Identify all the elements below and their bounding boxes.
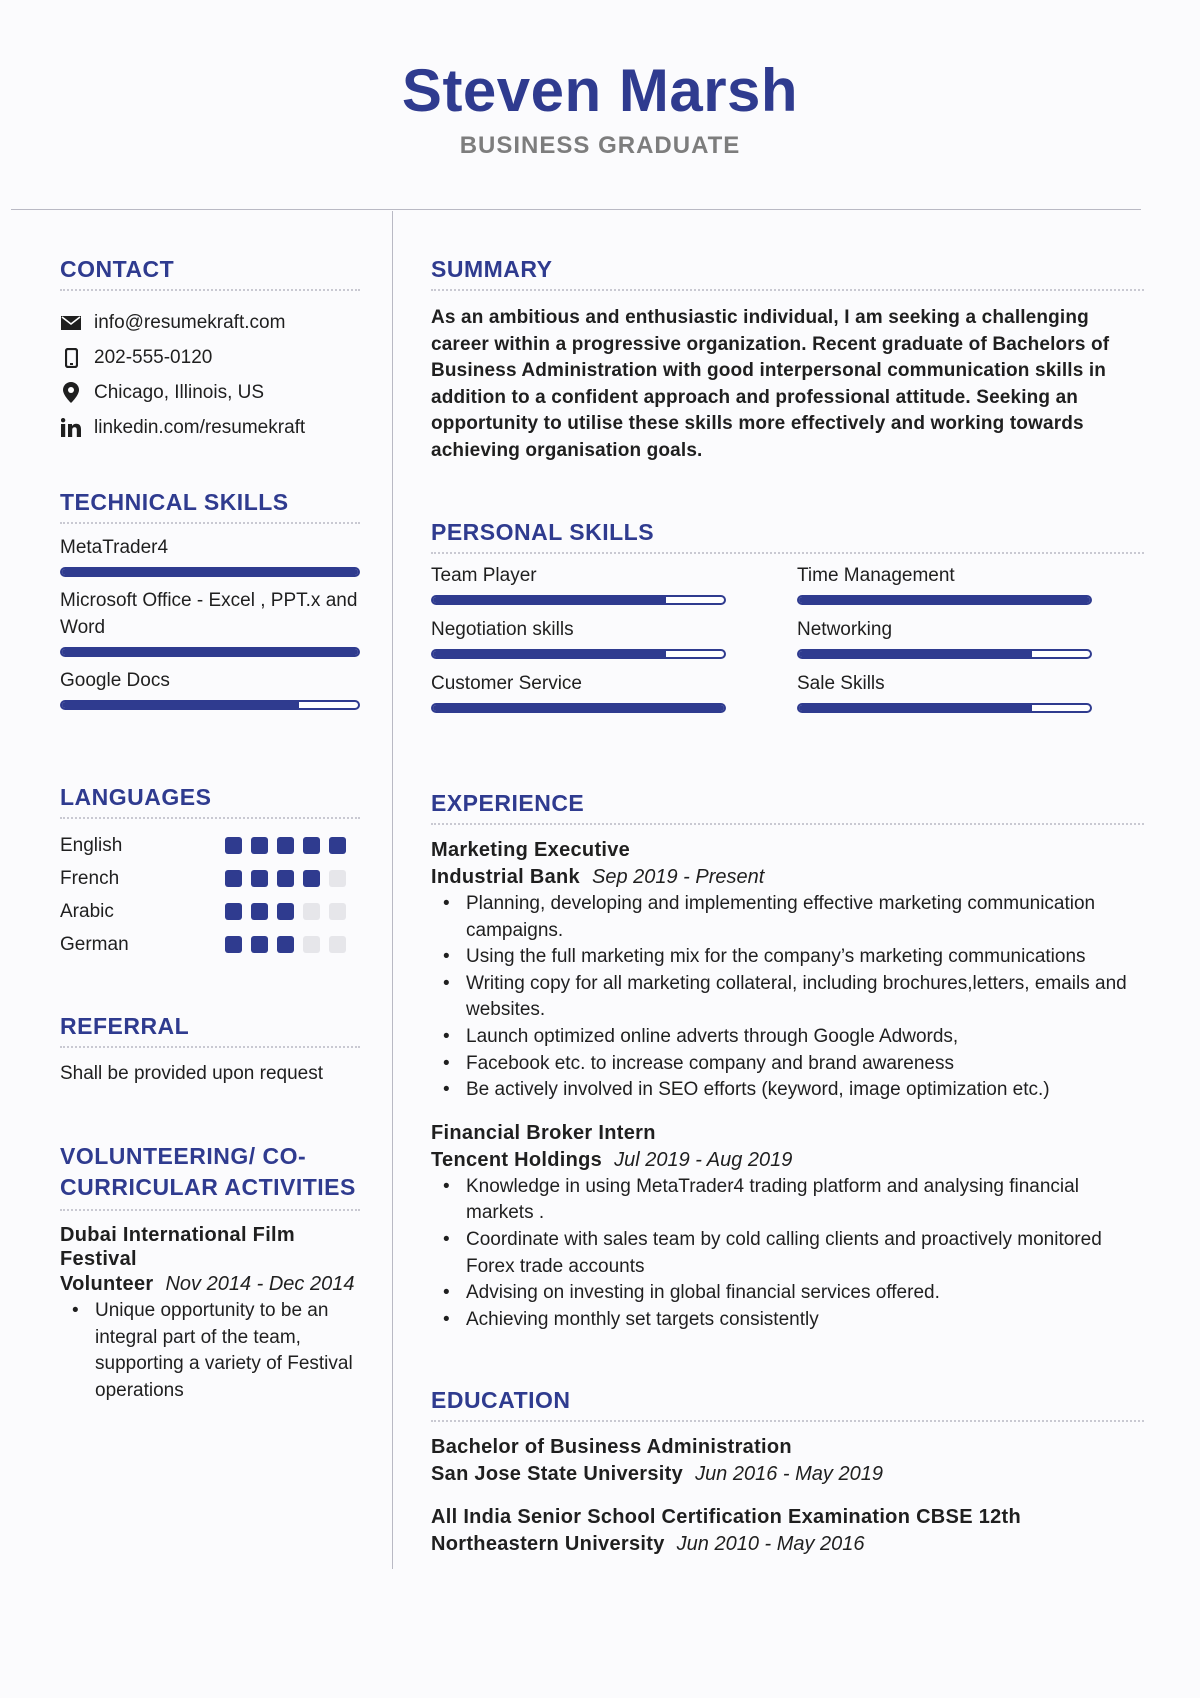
contact-linkedin[interactable] <box>60 410 360 445</box>
referral-section <box>60 1012 360 1087</box>
language-name: German <box>60 933 129 955</box>
skill-name: Team Player <box>431 565 537 586</box>
language-name: French <box>60 867 120 889</box>
language-level-dots <box>225 870 346 887</box>
section-title-summary: SUMMARY <box>431 255 1144 291</box>
contact-text: Chicago, Illinois, US <box>94 381 265 403</box>
skill-item <box>797 670 1092 713</box>
referral-text: Shall be provided upon request <box>60 1063 324 1084</box>
skill-bar <box>797 649 1092 659</box>
section-title-line: VOLUNTEERING/ CO- <box>60 1143 307 1169</box>
skill-bar-fill <box>62 702 299 708</box>
email-icon <box>60 312 82 334</box>
level-dot-filled <box>277 837 294 854</box>
bullet-item: • Planning, developing and implementing effective marketing communication campaigns. <box>431 891 1144 944</box>
language-row <box>60 928 360 961</box>
section-title-languages: LANGUAGES <box>60 783 360 819</box>
education-entry <box>431 1434 1144 1488</box>
job-org: Tencent Holdings <box>431 1148 603 1171</box>
job-entry <box>431 837 1144 1104</box>
column-divider <box>392 211 393 1569</box>
skill-bar-fill <box>799 597 1090 603</box>
skill-bar-fill <box>62 569 358 575</box>
level-dot-filled <box>225 870 242 887</box>
bullet-item: • Launch optimized online adverts through Google Adwords, <box>431 1024 1144 1051</box>
job-meta <box>431 1147 1144 1174</box>
skill-item <box>431 616 726 659</box>
bullet-item: • Achieving monthly set targets consistently <box>431 1307 1144 1334</box>
volunteer-role: Volunteer <box>60 1273 154 1295</box>
skill-item <box>60 587 360 657</box>
level-dot-filled <box>225 837 242 854</box>
contact-phone[interactable] <box>60 340 360 375</box>
contact-text: 202-555-0120 <box>94 346 213 368</box>
level-dot-filled <box>251 903 268 920</box>
languages-section <box>60 783 360 961</box>
job-dates: Sep 2019 - Present <box>591 866 765 888</box>
level-dot-filled <box>277 870 294 887</box>
contact-email[interactable] <box>60 305 360 340</box>
skill-bar <box>431 703 726 713</box>
job-entry <box>431 1120 1144 1334</box>
technical-skills-section <box>60 488 360 710</box>
degree: All India Senior School Certification Examination CBSE 12th <box>431 1506 1022 1528</box>
school: Northeastern University <box>431 1533 665 1555</box>
phone-icon <box>60 347 82 369</box>
contact-location <box>60 375 360 410</box>
section-title-education: EDUCATION <box>431 1386 1144 1422</box>
candidate-name: Steven Marsh <box>401 57 799 124</box>
education-dates: Jun 2016 - May 2019 <box>695 1463 883 1485</box>
language-row <box>60 895 360 928</box>
bullet-item: • Coordinate with sales team by cold calling clients and proactively monitored Forex trade accounts <box>431 1227 1144 1280</box>
skill-item <box>60 667 360 710</box>
skill-item <box>60 534 360 577</box>
skill-item <box>797 562 1092 605</box>
job-org: Industrial Bank <box>431 866 580 888</box>
skill-item <box>431 562 726 605</box>
skill-name: Networking <box>797 619 893 640</box>
skill-item <box>431 670 726 713</box>
contact-text: linkedin.com/resumekraft <box>94 416 306 438</box>
bullet-item: • Writing copy for all marketing collateral, including brochures,letters, emails and websites. <box>431 971 1144 1024</box>
skill-bar <box>60 567 360 577</box>
language-level-dots <box>225 936 346 953</box>
level-dot-filled <box>329 837 346 854</box>
skill-name: Time Management <box>797 565 955 586</box>
language-row <box>60 862 360 895</box>
section-title-experience: EXPERIENCE <box>431 789 1144 825</box>
level-dot-filled <box>303 870 320 887</box>
language-level-dots <box>225 903 346 920</box>
level-dot-filled <box>251 936 268 953</box>
school: San Jose State University <box>431 1463 684 1485</box>
bullet-item: • Unique opportunity to be an integral part of the team, supporting a variety of Festival operations <box>60 1298 360 1404</box>
level-dot-empty <box>303 936 320 953</box>
skill-bar-fill <box>62 649 358 655</box>
language-name: English <box>60 834 123 856</box>
resume-header <box>0 0 1200 161</box>
bullet-item: • Using the full marketing mix for the company’s marketing communications <box>431 944 1144 971</box>
job-title: Financial Broker Intern <box>431 1121 656 1144</box>
level-dot-filled <box>225 936 242 953</box>
summary-section <box>431 255 1144 464</box>
level-dot-filled <box>225 903 242 920</box>
level-dot-filled <box>277 936 294 953</box>
education-meta <box>431 1531 1144 1558</box>
personal-skills-section <box>431 518 1144 732</box>
language-level-dots <box>225 837 346 854</box>
skill-bar-fill <box>433 597 666 603</box>
contact-text: info@resumekraft.com <box>94 311 286 333</box>
skill-bar <box>60 700 360 710</box>
skill-bar-fill <box>799 651 1032 657</box>
skill-bar-fill <box>433 651 666 657</box>
skill-bar <box>60 647 360 657</box>
education-entry <box>431 1504 1144 1558</box>
education-dates: Jun 2010 - May 2016 <box>676 1533 865 1555</box>
skill-name: Sale Skills <box>797 673 885 694</box>
skill-bar-fill <box>799 705 1032 711</box>
skill-bar <box>797 703 1092 713</box>
skill-bar-fill <box>433 705 724 711</box>
section-title-line: CURRICULAR ACTIVITIES <box>60 1174 356 1200</box>
location-icon <box>60 382 82 404</box>
level-dot-filled <box>251 837 268 854</box>
level-dot-filled <box>251 870 268 887</box>
volunteer-dates: Nov 2014 - Dec 2014 <box>165 1273 355 1295</box>
language-row <box>60 829 360 862</box>
level-dot-filled <box>303 837 320 854</box>
volunteer-meta <box>60 1271 360 1298</box>
skill-bar <box>431 595 726 605</box>
skill-name: MetaTrader4 <box>60 537 169 558</box>
section-title-volunteering <box>60 1141 360 1211</box>
skill-name: Negotiation skills <box>431 619 574 640</box>
bullet-item: • Facebook etc. to increase company and brand awareness <box>431 1051 1144 1078</box>
section-title-contact: CONTACT <box>60 255 360 291</box>
header-divider <box>11 209 1141 210</box>
job-bullets <box>431 891 1144 1104</box>
skill-bar <box>797 595 1092 605</box>
skill-name: Customer Service <box>431 673 582 694</box>
education-meta <box>431 1461 1144 1488</box>
section-title-personal-skills: PERSONAL SKILLS <box>431 518 1144 554</box>
skill-item <box>797 616 1092 659</box>
contact-section <box>60 255 360 445</box>
job-meta <box>431 864 1144 891</box>
level-dot-empty <box>329 870 346 887</box>
language-name: Arabic <box>60 900 114 922</box>
level-dot-empty <box>329 936 346 953</box>
level-dot-empty <box>303 903 320 920</box>
linkedin-icon <box>60 417 82 439</box>
education-section <box>431 1386 1144 1558</box>
job-dates: Jul 2019 - Aug 2019 <box>614 1148 793 1171</box>
section-title-referral: REFERRAL <box>60 1012 360 1048</box>
level-dot-empty <box>329 903 346 920</box>
candidate-role: BUSINESS GRADUATE <box>459 132 741 159</box>
volunteer-bullets <box>60 1298 360 1404</box>
level-dot-filled <box>277 903 294 920</box>
skill-name: Microsoft Office - Excel , PPT.x and Word <box>60 590 358 638</box>
volunteering-section <box>60 1141 360 1404</box>
bullet-item: • Knowledge in using MetaTrader4 trading platform and analysing financial markets . <box>431 1174 1144 1227</box>
section-title-technical-skills: TECHNICAL SKILLS <box>60 488 360 524</box>
bullet-item: • Be actively involved in SEO efforts (keyword, image optimization etc.) <box>431 1077 1144 1104</box>
volunteer-event: Dubai International Film Festival <box>60 1224 295 1270</box>
bullet-item: • Advising on investing in global financial services offered. <box>431 1280 1144 1307</box>
skill-name: Google Docs <box>60 670 170 691</box>
degree: Bachelor of Business Administration <box>431 1436 792 1458</box>
skill-bar <box>431 649 726 659</box>
summary-text: As an ambitious and enthusiastic individual, I am seeking a challenging career within a progressive organization. Recent graduate of Bachelors of Business Administration with good interpersonal communication skills in addition to a confident approach and professional attitude. Seeking an opportunity to utilise these skills more effectively and working towards achieving organisation goals. <box>431 307 1110 461</box>
experience-section <box>431 789 1144 1333</box>
job-title: Marketing Executive <box>431 839 631 861</box>
job-bullets <box>431 1174 1144 1334</box>
